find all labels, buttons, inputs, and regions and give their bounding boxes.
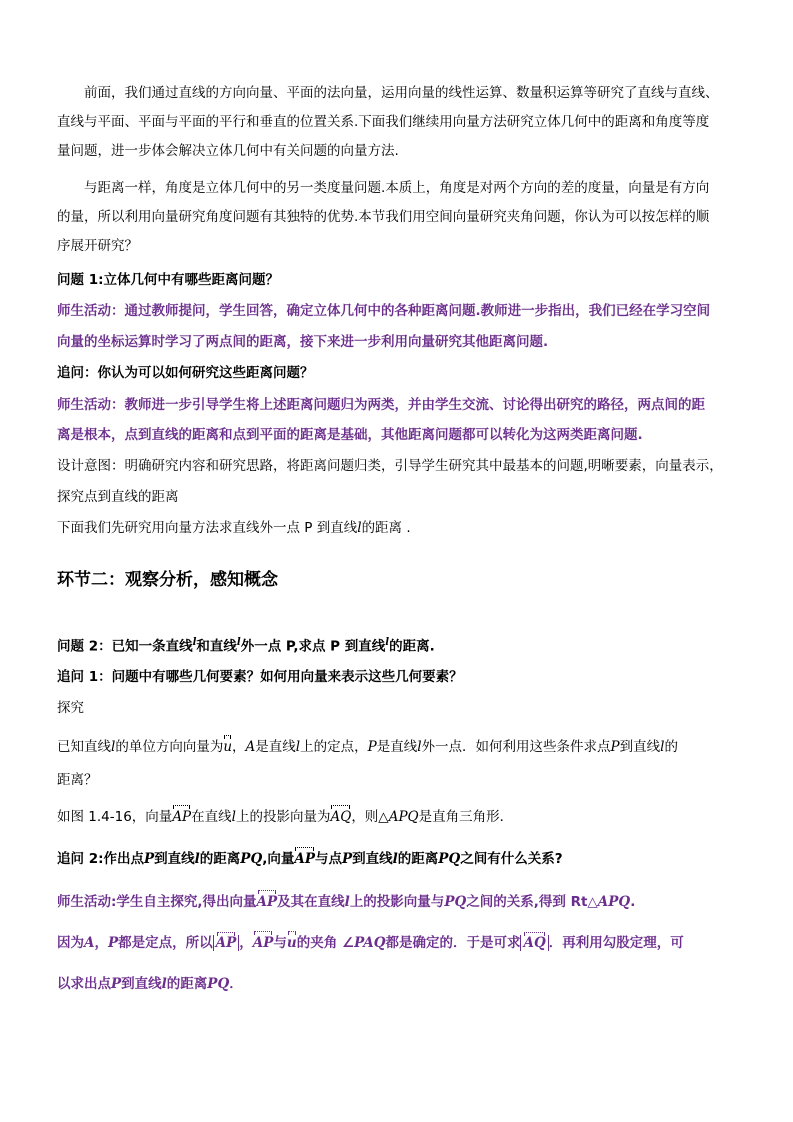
explore-line2: 距离？ — [57, 772, 98, 788]
intro-p1-line1: 前面，我们通过直线的方向向量、平面的法向量，运用向量的线性运算、数量积运算等研究了直线与直线、 — [84, 85, 719, 101]
text: 的距离 — [166, 976, 208, 992]
text: 以求出点 — [57, 976, 111, 992]
text: 及其在直线 — [277, 894, 345, 910]
math-P: P — [342, 851, 353, 867]
text: 的 — [664, 739, 678, 755]
text: 是直线 — [376, 739, 418, 755]
text: 的夹角 ∠ — [296, 935, 355, 951]
text: 和直线 — [196, 638, 237, 655]
text: 之间有什么关系? — [460, 851, 563, 867]
math-PQ: PQ — [240, 851, 263, 867]
text: ， — [94, 935, 108, 951]
text: 如图 1.4-16，向量 — [57, 809, 173, 825]
math-l: l — [385, 637, 390, 648]
vector-AP: AP — [252, 935, 274, 951]
math-P: P — [107, 935, 119, 951]
text: 到直线 — [619, 739, 661, 755]
text: 在直线 — [191, 809, 232, 825]
math-l: l — [194, 851, 200, 867]
math-PAQ: PAQ — [354, 935, 386, 951]
intro-p2-line3: 序展开研究？ — [57, 238, 138, 254]
conclusion-line — [57, 975, 747, 993]
text: 是直线 — [255, 739, 296, 755]
text: 的距离 . — [361, 520, 411, 536]
vector-AP: AP — [215, 935, 237, 951]
question-2 — [57, 634, 747, 656]
text: 的距离 — [199, 851, 241, 867]
math-l: l — [236, 637, 241, 648]
math-l: l — [417, 739, 422, 755]
vector-u: u — [286, 935, 297, 951]
text: ， — [239, 935, 253, 951]
text: 的单位方向向量为 — [115, 739, 224, 755]
text: 到直线 — [352, 851, 393, 867]
next-study-line — [57, 519, 747, 537]
text: 上的投影向量与 — [349, 894, 445, 910]
intro-p2-line1: 与距离一样，角度是立体几何中的另一类度量问题.本质上，角度是对两个方向的差的度量，向量是有方向 — [84, 180, 710, 196]
intro-p1-line2: 直线与平面、平面与平面的平行和垂直的位置关系.下面我们继续用向量方法研究立体几何中的距离和角度等度 — [57, 114, 710, 130]
intro-p1-line3: 量问题，进一步体会解决立体几何中有关问题的向量方法. — [57, 143, 399, 159]
math-PQ: PQ — [444, 894, 467, 910]
text: 已知直线 — [57, 739, 111, 755]
vector-AP: AP — [294, 851, 315, 867]
math-APQ: APQ — [597, 894, 631, 910]
text: 下面我们先研究用向量方法求直线外一点 P 到直线 — [57, 520, 358, 536]
vector-AQ: AQ — [330, 809, 352, 825]
text: 是直角三角形． — [418, 809, 514, 825]
text: 外一点．如何利用这些条件求点 — [421, 739, 611, 755]
text: ,向量 — [262, 851, 295, 867]
math-l: l — [111, 739, 116, 755]
vector-AQ: AQ — [523, 935, 546, 951]
text: ．再利用勾股定理，可 — [548, 935, 684, 951]
text: . — [630, 894, 636, 910]
text: 都是确定的．于是可求 — [385, 935, 521, 951]
follow-up-2: 追问 1：问题中有哪些几何要素？如何用向量来表示这些几何要素？ — [57, 669, 463, 685]
math-l: l — [161, 976, 167, 992]
text: ， — [232, 739, 246, 755]
section-heading: 环节二：观察分析，感知概念 — [57, 570, 278, 590]
text: 问题 2：已知一条直线 — [57, 638, 193, 655]
figure-reference-line — [57, 808, 747, 826]
text: 到直线 — [121, 976, 162, 992]
text: ，则△ — [351, 809, 389, 825]
explore-label: 探究 — [57, 700, 84, 716]
text: 追问 2:作出点 — [57, 851, 144, 867]
text: 与点 — [315, 851, 342, 867]
follow-up-3 — [57, 850, 747, 868]
question-1: 问题 1:立体几何中有哪些距离问题？ — [57, 272, 279, 288]
math-l: l — [392, 851, 398, 867]
math-P: P — [111, 976, 122, 992]
because-line — [57, 934, 747, 952]
teacher-activity-1-line1: 师生活动：通过教师提问，学生回答，确定立体几何中的各种距离问题.教师进一步指出，我们已经在学习空间 — [57, 303, 711, 319]
text: 上的投影向量为 — [235, 809, 331, 825]
text: 都是定点，所以 — [118, 935, 213, 951]
teacher-activity-2-line1: 师生活动：教师进一步引导学生将上述距离问题归为两类，并由学生交流、讨论得出研究的路径，两点间的距 — [57, 397, 705, 413]
teacher-activity-1-line2: 向量的坐标运算时学习了两点间的距离，接下来进一步利用向量研究其他距离问题. — [57, 334, 549, 350]
math-l: l — [357, 520, 362, 536]
teacher-activity-3 — [57, 893, 747, 911]
vector-u: u — [223, 739, 233, 755]
text: ． — [229, 976, 243, 992]
explore-line1 — [57, 738, 747, 756]
abs-AP — [213, 935, 240, 951]
text: 师生活动:学生自主探究,得出向量 — [57, 894, 257, 910]
follow-up-1: 追问：你认为可以如何研究这些距离问题？ — [57, 365, 314, 381]
math-l: l — [231, 809, 236, 825]
vector-AP: AP — [256, 894, 278, 910]
math-l: l — [295, 739, 301, 755]
text: 的距离. — [389, 638, 435, 655]
math-l: l — [192, 637, 197, 648]
math-l: l — [344, 894, 350, 910]
math-APQ: APQ — [388, 809, 419, 825]
text: 与 — [273, 935, 287, 951]
math-P: P — [367, 739, 377, 755]
math-P: P — [144, 851, 155, 867]
text: 外一点 P,求点 P 到直线 — [240, 638, 386, 655]
math-A: A — [245, 739, 256, 755]
text: 上的定点， — [300, 739, 368, 755]
math-l: l — [660, 739, 665, 755]
design-intent-line1: 设计意图：明确研究内容和研究思路，将距离问题归类，引导学生研究其中最基本的问题,明晰要素，向量表示， — [57, 458, 723, 474]
intro-p2-line2: 的量，所以利用向量研究角度问题有其独特的优势.本节我们用空间向量研究夹角问题，你认为可以按怎样的顺 — [57, 209, 710, 225]
math-A: A — [84, 935, 95, 951]
math-PQ: PQ — [438, 851, 461, 867]
teacher-activity-2-line2: 离是根本，点到直线的距离和点到平面的距离是基础，其他距离问题都可以转化为这两类距离问题. — [57, 427, 643, 443]
text: 因为 — [57, 935, 84, 951]
text: 到直线 — [154, 851, 195, 867]
abs-AQ — [520, 935, 548, 951]
text: 之间的关系,得到 Rt△ — [466, 894, 598, 910]
text: 的距离 — [397, 851, 439, 867]
vector-AP: AP — [172, 809, 192, 825]
design-intent-line2: 探究点到直线的距离 — [57, 489, 179, 505]
math-P: P — [610, 739, 620, 755]
math-PQ: PQ — [207, 976, 230, 992]
